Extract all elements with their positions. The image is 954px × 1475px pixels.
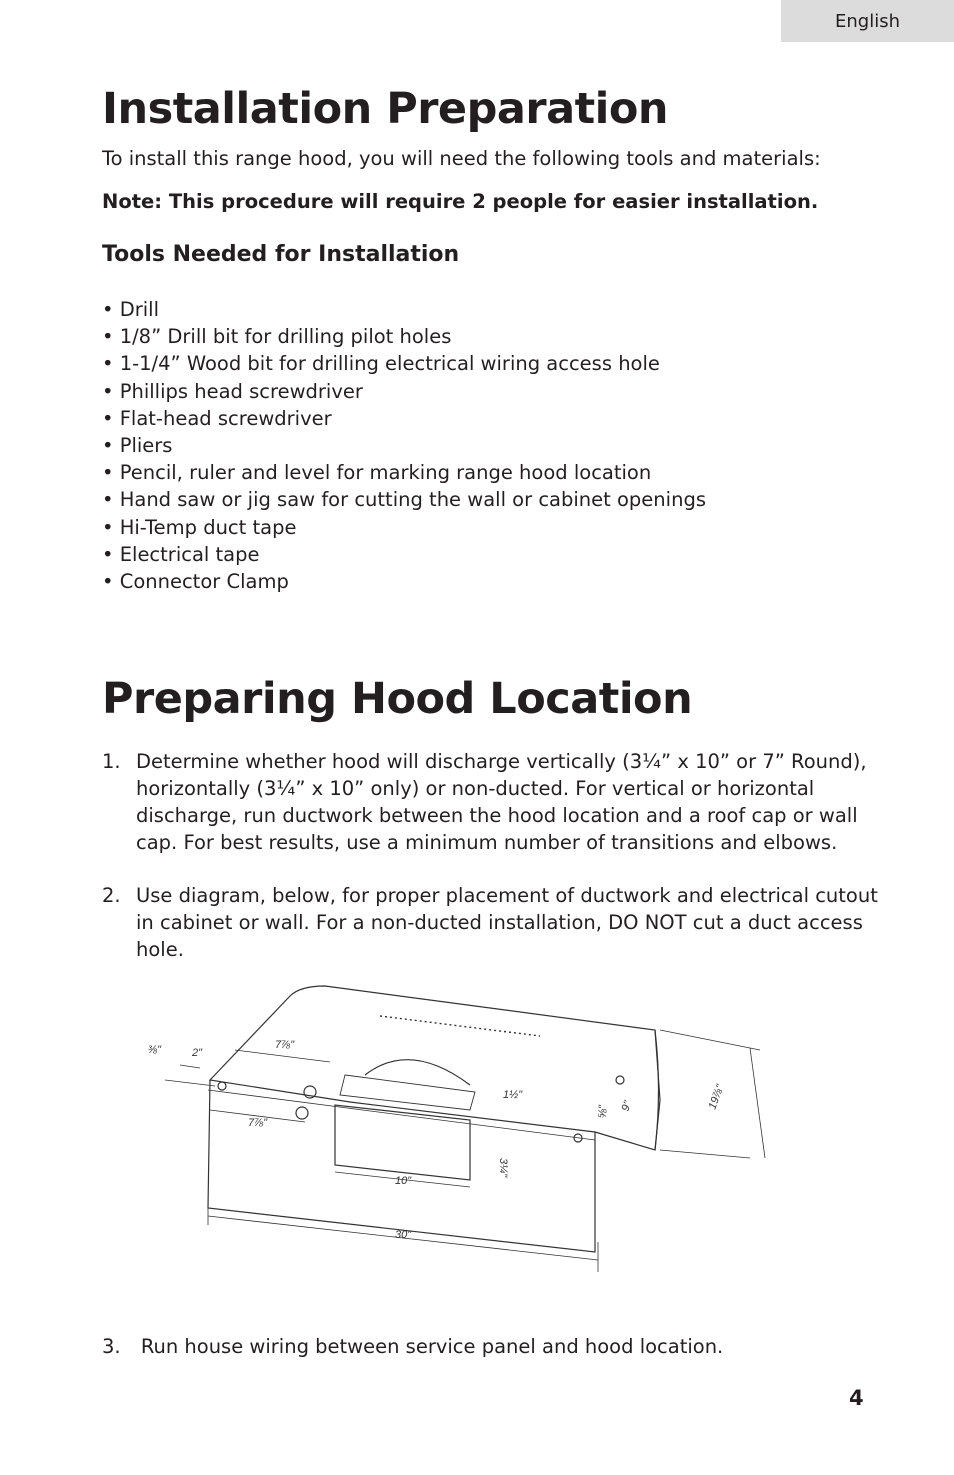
step-text: Determine whether hood will discharge vertically (3¼” x 10” or 7” Round), horizontally (3¼” x 10” only) or non-ducted. For vertical or horizontal discharge, run ductwork between the hood location and a roof cap or wall cap. For best results, use a minimum number of transitions and elbows. <box>136 750 867 854</box>
list-item: • 1/8” Drill bit for drilling pilot holes <box>102 325 452 349</box>
step-number: 2. <box>102 884 121 907</box>
dim-label-9: 9" <box>619 1099 635 1114</box>
list-item: • 1-1/4” Wood bit for drilling electrical wiring access hole <box>102 352 660 376</box>
step-text: Run house wiring between service panel and hood location. <box>140 1335 724 1358</box>
page-number: 4 <box>849 1386 864 1410</box>
hood-right-curve <box>655 1030 659 1150</box>
round-duct-arc <box>365 1060 470 1085</box>
list-item <box>102 882 892 963</box>
dim-label-duct-height: 3¼" <box>497 1158 509 1178</box>
section-title-installation-preparation: Installation Preparation <box>102 84 669 134</box>
dim-label-2: 2" <box>192 1047 203 1059</box>
list-item: • Pliers <box>102 434 173 458</box>
step-number: 3. <box>102 1335 121 1358</box>
mount-hole <box>616 1076 624 1084</box>
step-number: 1. <box>102 750 121 773</box>
language-tab: English <box>781 0 954 42</box>
dim-label-width: 30" <box>395 1229 412 1241</box>
dim-label-5-8: ⅝" <box>597 1104 609 1118</box>
list-item: • Pencil, ruler and level for marking range hood location <box>102 461 652 485</box>
step-text: Use diagram, below, for proper placement of ductwork and electrical cutout in cabinet or wall. For a non-ducted installation, DO NOT cut a duct access hole. <box>136 884 878 961</box>
duct-cutout <box>335 1105 470 1180</box>
dim-label-elec-top: 7⅞" <box>275 1039 295 1051</box>
front-panel-line <box>208 1090 595 1140</box>
vent-slots <box>380 1016 540 1036</box>
hood-front-face <box>208 1080 595 1252</box>
hood-cutout-diagram <box>140 980 780 1290</box>
intro-text: To install this range hood, you will need the following tools and materials: <box>102 147 821 170</box>
dim-label-depth: 19⅞" <box>706 1083 727 1112</box>
wiring-hole <box>296 1107 308 1119</box>
step-3 <box>102 1335 723 1358</box>
tools-list <box>102 296 706 595</box>
hood-top-outline <box>210 986 660 1150</box>
list-item: • Connector Clamp <box>102 570 289 594</box>
list-item: • Hi-Temp duct tape <box>102 515 297 539</box>
steps-list <box>102 748 892 963</box>
tools-heading: Tools Needed for Installation <box>102 242 460 267</box>
list-item: • Flat-head screwdriver <box>102 406 332 430</box>
duct-rect <box>340 1075 475 1110</box>
section-title-preparing-hood-location: Preparing Hood Location <box>102 674 693 724</box>
dim-label-duct-width: 10" <box>395 1175 412 1187</box>
mount-hole <box>218 1082 226 1090</box>
list-item: • Electrical tape <box>102 542 260 566</box>
dim-label-1-half: 1½" <box>503 1089 523 1101</box>
list-item: • Hand saw or jig saw for cutting the wall or cabinet openings <box>102 488 706 512</box>
dimension-lines <box>165 1030 765 1272</box>
note-text: Note: This procedure will require 2 people for easier installation. <box>102 190 819 213</box>
list-item: • Phillips head screwdriver <box>102 379 363 403</box>
list-item <box>102 748 892 856</box>
dim-label-3-8: ⅜" <box>148 1044 162 1056</box>
dim-label-elec-back: 7⅞" <box>248 1117 268 1129</box>
list-item: • Drill <box>102 298 159 321</box>
